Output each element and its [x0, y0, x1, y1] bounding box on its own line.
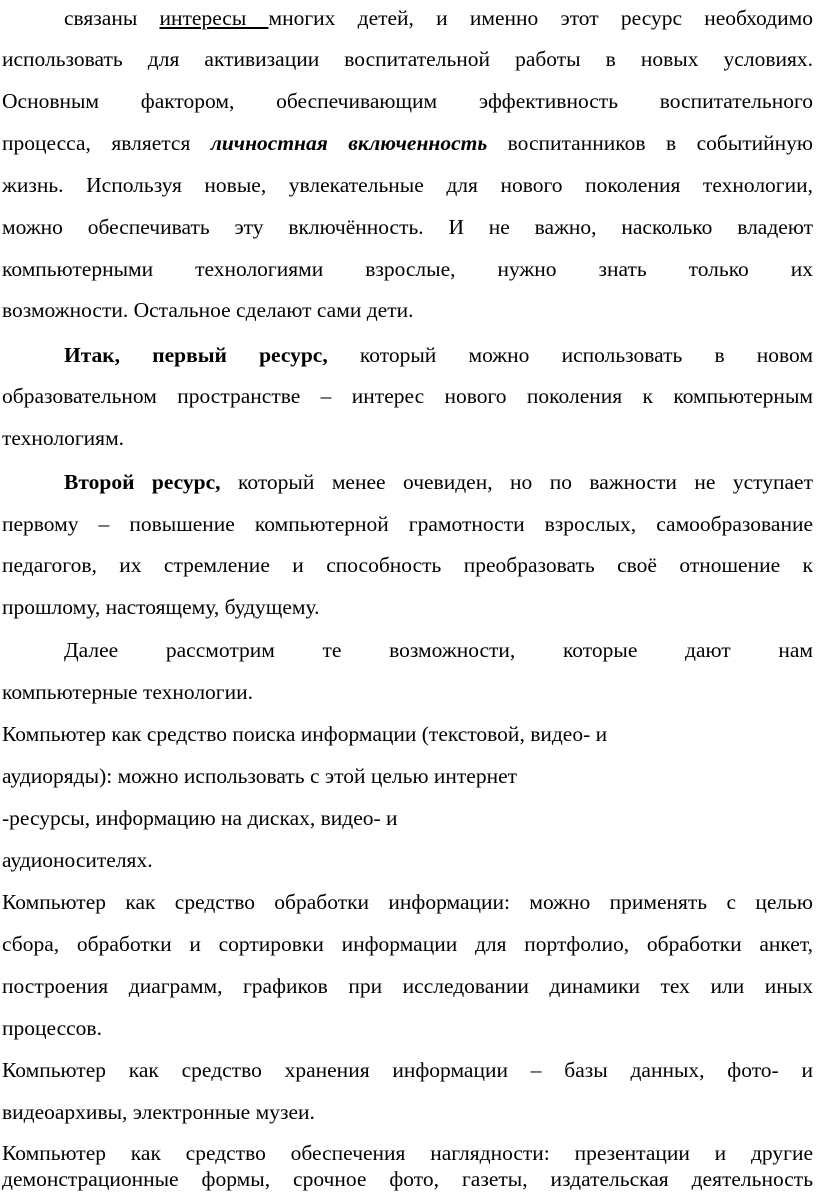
paragraph-2-line-3: технологиям.	[2, 426, 125, 450]
paragraph-6-line-3: построения диаграмм, графиков при исследовании динамики тех или иных	[2, 974, 813, 998]
paragraph-1-line-8: возможности. Остальное сделают сами дети.	[2, 298, 414, 322]
paragraph-2-line-1	[64, 340, 813, 370]
underlined-word: интересы	[159, 6, 269, 30]
paragraph-3-line-1	[64, 467, 813, 497]
paragraph-1-line-4	[2, 128, 813, 158]
paragraph-5-line-4: аудионосителях.	[2, 848, 153, 872]
text-fragment: процесса, является	[2, 131, 211, 155]
bold-lead: Итак, первый ресурс,	[64, 343, 328, 367]
paragraph-1-line-1	[64, 3, 813, 33]
paragraph-2-line-2: образовательном пространстве – интерес нового поколения к компьютерным	[2, 384, 813, 408]
text-fragment: который можно использовать в новом	[327, 343, 813, 367]
paragraph-1-line-7: компьютерными технологиями взрослые, нужно знать только их	[2, 257, 813, 281]
text-fragment: связаны	[64, 6, 160, 30]
text-fragment: воспитанников в событийную	[487, 131, 813, 155]
text-fragment: который менее очевиден, но по важности не уступает	[220, 470, 813, 494]
paragraph-8-line-1: Компьютер как средство обеспечения наглядности: презентации и другие	[2, 1141, 813, 1165]
paragraph-3-line-4: прошлому, настоящему, будущему.	[2, 595, 320, 619]
paragraph-6-line-2: сбора, обработки и сортировки информации для портфолио, обработки анкет,	[2, 932, 813, 956]
paragraph-6-line-4: процессов.	[2, 1016, 102, 1040]
paragraph-8-line-2: демонстрационные формы, срочное фото, газеты, издательская деятельность	[2, 1167, 813, 1191]
text-fragment: многих детей, и именно этот ресурс необходимо	[268, 6, 813, 30]
paragraph-1-line-6: можно обеспечивать эту включённость. И не важно, насколько владеют	[2, 215, 813, 239]
paragraph-7-line-1: Компьютер как средство хранения информации – базы данных, фото- и	[2, 1058, 813, 1082]
paragraph-4-line-2: компьютерные технологии.	[2, 680, 254, 704]
paragraph-3-line-2: первому – повышение компьютерной грамотности взрослых, самообразование	[2, 512, 813, 536]
bold-lead: Второй ресурс,	[64, 470, 221, 494]
paragraph-5-line-3: -ресурсы, информацию на дисках, видео- и	[2, 806, 398, 830]
paragraph-6-line-1: Компьютер как средство обработки информации: можно применять с целью	[2, 890, 813, 914]
paragraph-5-line-1: Компьютер как средство поиска информации (текстовой, видео- и	[2, 722, 608, 746]
paragraph-5-line-2: аудиоряды): можно использовать с этой целью интернет	[2, 764, 518, 788]
paragraph-1-line-2: использовать для активизации воспитательной работы в новых условиях.	[2, 47, 813, 71]
paragraph-7-line-2: видеоархивы, электронные музеи.	[2, 1100, 315, 1124]
paragraph-1-line-3: Основным фактором, обеспечивающим эффективность воспитательного	[2, 89, 813, 113]
paragraph-3-line-3: педагогов, их стремление и способность преобразовать своё отношение к	[2, 553, 813, 577]
paragraph-1-line-5: жизнь. Используя новые, увлекательные для нового поколения технологии,	[2, 173, 813, 197]
paragraph-4-line-1: Далее рассмотрим те возможности, которые дают нам	[64, 638, 813, 662]
emphasis-text: личностная включенность	[210, 131, 488, 155]
